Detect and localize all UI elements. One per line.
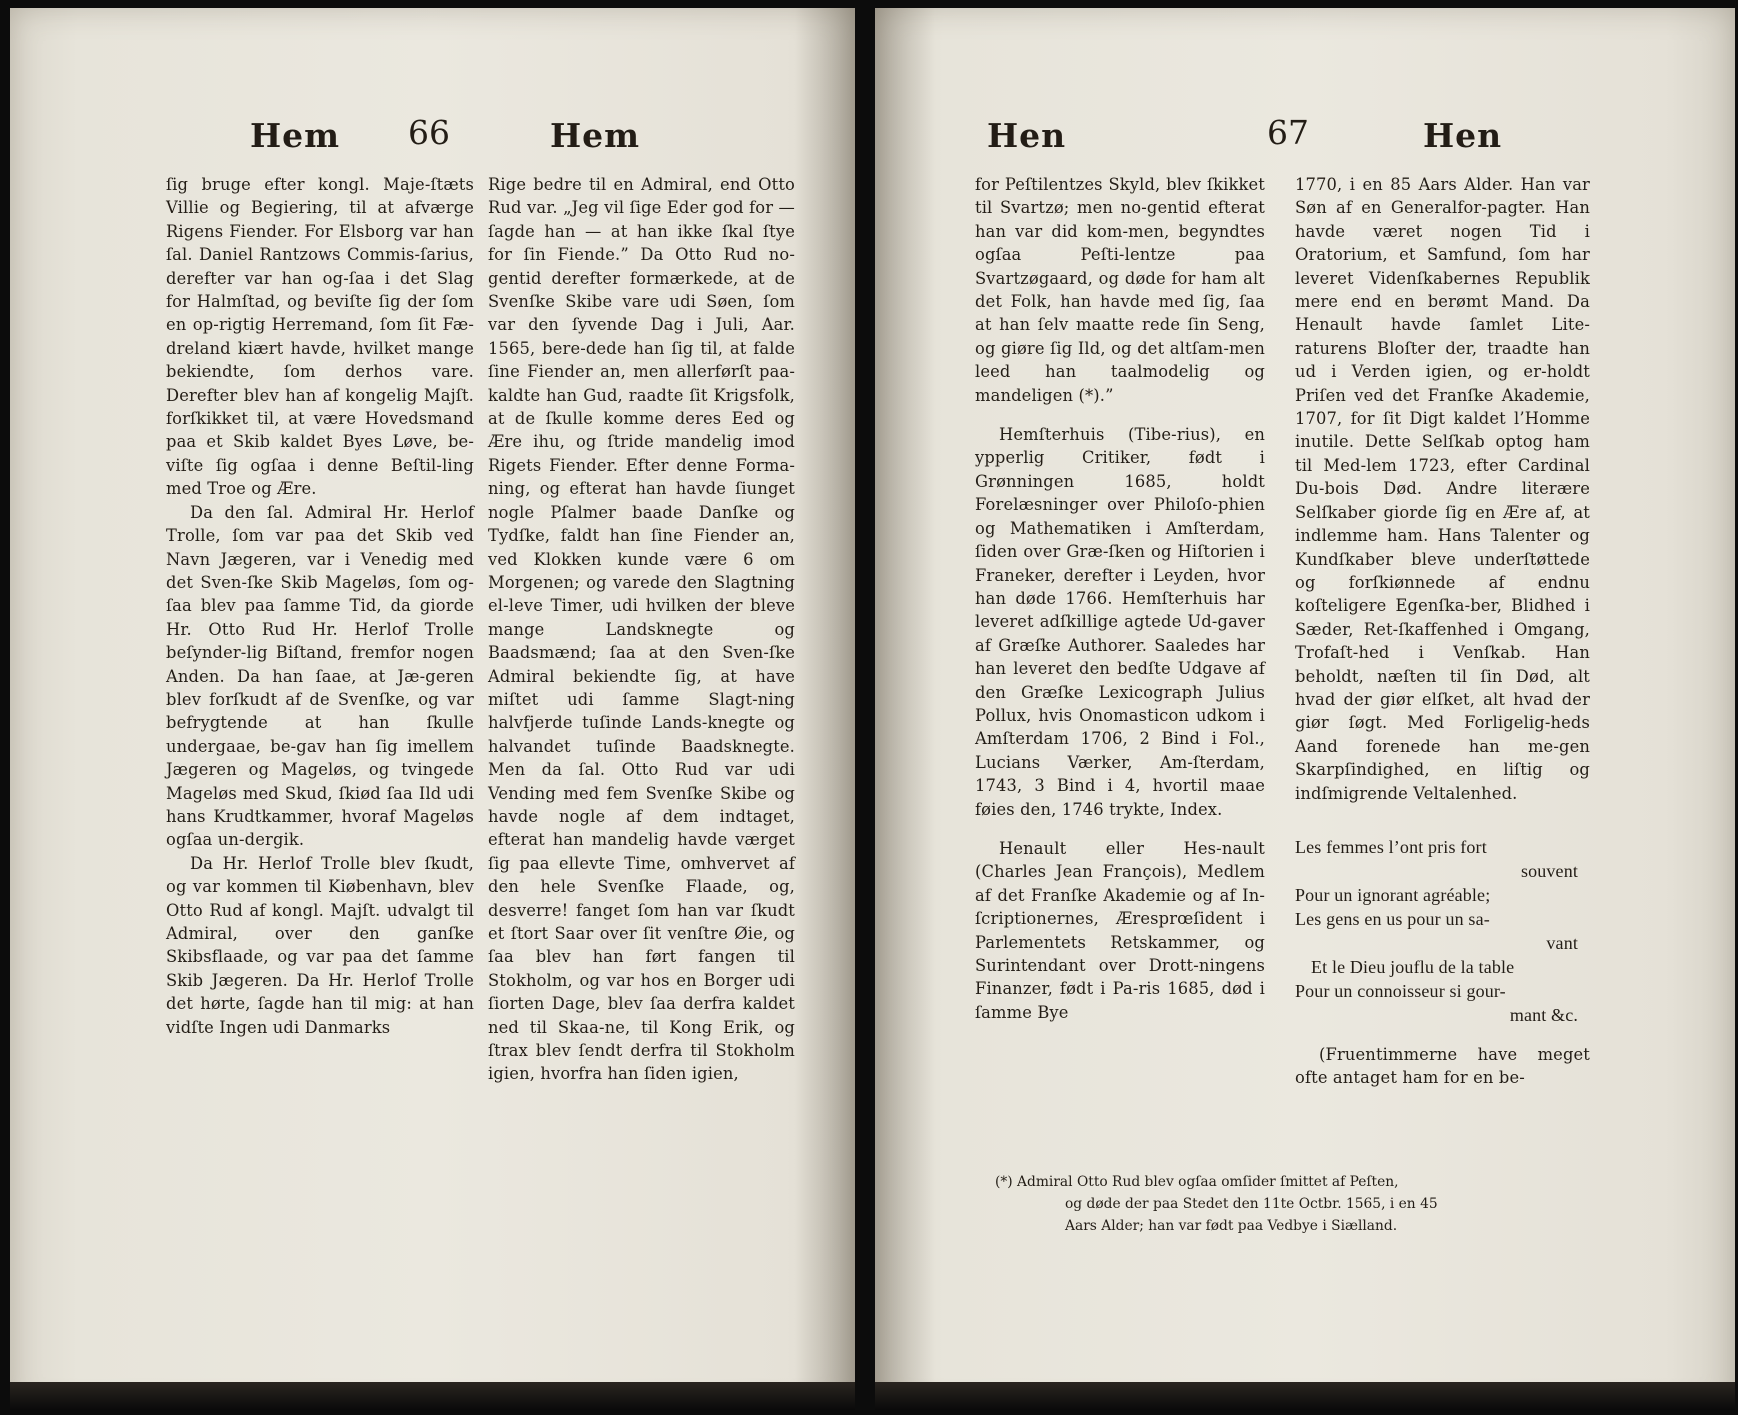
running-head-left: Hem bbox=[250, 116, 341, 155]
entry-hemsterhuis: Hemſterhuis (Tibe-rius), en ypperlig Critiker, født i Grønningen 1685, holdt Forelæsninger over Philoſo-phien og Mathematiken i Amſterdam, ſiden over Græ-ſken og Hiſtorien i Franeker, derefter i Leyden, hvor han døde 1766. Hemſterhuis har leveret adſkillige agtede Ud-gaver af Græſke Authorer. Saaledes har han leveret den bedſte Udgave af den Græſke Lexicograph Julius Pollux, hvis Onomasticon udkom i Amſterdam 1706, 2 Bind i Fol., Lucians Værker, Am-ſterdam, 1743, 3 Bind i 4, hvortil maae føies den, 1746 trykte, Index. bbox=[975, 425, 1265, 819]
page-number: 67 bbox=[1267, 113, 1309, 152]
paragraph: (Fruentimmerne have meget ofte antaget ham for en be- bbox=[1295, 1044, 1590, 1088]
paragraph: Rige bedre til en Admiral, end Otto Rud var. „Jeg vil ſige Eder god for — ſagde han — at han ikke ſkal ſtye for ſin Fiende.” Da Otto Rud no-gentid derefter formærkede, at de Svenſke Skibe vare udi Søen, ſom var den ſyvende Dag i Juli, Aar. 1565, bere-dede han ſig til, at falde ſine Fiender an, men allerførſt paa-kaldte han Gud, raadte ſit Krigsfolk, at de ſkulle komme deres Eed og Ære ihu, og ſtride mandelig imod Rigets Fiender. Efter denne Forma-ning, og efterat han havde ſiunget nogle Pſalmer baade Danſke og Tydſke, faldt han ſine Fiender an, ved Klokken kunde være 6 om Morgenen; og varede den Slagtning el-leve Timer, udi hvilken der bleve mange Landsknegte og Baadsmænd; ſaa at den Sven-ſke Admiral bekiendte ſig, at have miſtet udi ſamme Slagt-ning halvfjerde tuſinde Lands-knegte og halvandet tuſinde Baadsknegte. Men da ſal. Otto Rud var udi Vending med fem Svenſke Skibe og havde nogle af dem indtaget, efterat han mandelig havde værget ſig paa ellevte Time, omhvervet af den hele Svenſke Flaade, og, desverre! fanget ſom han var ſkudt et ſtort Saar over ſit venſtre Øie, og ſaa blev han ført fangen til Stokholm, og var hos en Borger udi ſiorten Dage, blev ſaa derfra kaldet ned til Skaa-ne, til Kong Erik, og ſtrax blev ſendt derfra til Stokholm igien, hvorfra han ſiden igien, bbox=[488, 175, 795, 1084]
gutter-shadow bbox=[875, 8, 935, 1410]
left-page bbox=[10, 8, 855, 1410]
right-page bbox=[875, 8, 1735, 1410]
footnote-line: og døde der paa Stedet den 11te Octbr. 1565, i en 45 bbox=[1065, 1196, 1438, 1212]
entry-henault: Henault eller Hes-nault (Charles Jean François), Medlem af det Franſke Akademie og af In-ſcriptionernes, Æresprœſident i Parlementets Retskammer, og Surintendant over Drott-ningens Finanzer, født i Pa-ris 1685, død i ſamme Bye bbox=[975, 838, 1265, 1022]
paragraph: for Peſtilentzes Skyld, blev ſkikket til Svartzø; men no-gentid efterat han var did kom-men, begyndtes ogſaa Peſti-lentze paa Svartzøgaard, og døde for ham alt det Folk, han havde med ſig, ſaa at han ſelv maatte rede ſin Seng, og giøre ſig Ild, og det altſam-men leed han taalmodelig og mandeligen (*).” bbox=[975, 175, 1265, 405]
footnote-line: Aars Alder; han var født paa Vedbye i Siælland. bbox=[1065, 1218, 1398, 1234]
footnote-line: (*) Admiral Otto Rud blev ogſaa omſider ſmittet af Peſten, bbox=[995, 1174, 1399, 1190]
running-head-right: Hem bbox=[550, 116, 641, 155]
footnote bbox=[995, 1171, 1595, 1237]
verse-line: souvent bbox=[1520, 860, 1578, 881]
verse-line: Les femmes l’ont pris fort bbox=[1295, 836, 1487, 857]
text-column-1 bbox=[166, 173, 474, 1039]
paragraph: Da Hr. Herlof Trolle blev ſkudt, og var kommen til Kiøbenhavn, blev Otto Rud af kongl. Majſt. udvalgt til Admiral, over den ganſke Skibsflaade, og var paa det ſamme Skib Jægeren. Da Hr. Herlof Trolle det hørte, ſagde han til mig: at han vidſte Ingen udi Danmarks bbox=[166, 853, 474, 1037]
paragraph: ſig bruge efter kongl. Maje-ſtæts Villie og Begiering, til at afværge Rigens Fiender. For Elsborg var han ſal. Daniel Rantzows Commis-ſarius, derefter var han og-ſaa i det Slag for Halmſtad, og beviſte ſig der ſom en op-rigtig Herremand, ſom ſit Fæ-dreland kiært havde, hvilket mange bekiendte, ſom derhos vare. Derefter blev han af kongelig Majſt. forſkikket til, at være Hovedsmand paa et Skib kaldet Byes Løve, be-viſte ſig ogſaa i denne Beſtil-ling med Troe og Ære. bbox=[166, 175, 474, 499]
verse-line: Pour un connoisseur si gour- bbox=[1295, 980, 1506, 1001]
verse-line: Les gens en us pour un sa- bbox=[1295, 908, 1490, 929]
page-edge bbox=[875, 1382, 1735, 1410]
page-edge bbox=[10, 1382, 855, 1410]
verse-line: Et le Dieu jouflu de la table bbox=[1311, 956, 1515, 977]
running-head-left: Hen bbox=[987, 116, 1067, 155]
page-number: 66 bbox=[408, 113, 450, 152]
verse-line: Pour un ignorant agréable; bbox=[1295, 884, 1491, 905]
french-verse bbox=[1295, 835, 1590, 1027]
running-head-right: Hen bbox=[1423, 116, 1503, 155]
verse-line: mant &c. bbox=[1509, 1004, 1578, 1025]
verse-line: vant bbox=[1546, 932, 1578, 953]
text-column-1 bbox=[975, 173, 1265, 1024]
paragraph: Da den ſal. Admiral Hr. Herlof Trolle, ſom var paa det Skib ved Navn Jægeren, var i Venedig med det Sven-ſke Skib Mageløs, ſom og-ſaa blev paa ſamme Tid, da giorde Hr. Otto Rud Hr. Herlof Trolle beſynder-lig Biſtand, fremfor nogen Anden. Da han ſaae, at Jæ-geren blev forſkudt af de Svenſke, og var befrygtende at han ſkulle undergaae, be-gav han ſig imellem Jægeren og Mageløs, og tvingede Mageløs med Skud, ſkiød ſaa Ild udi hans Krudtkammer, hvoraf Mageløs ogſaa un-dergik. bbox=[166, 502, 474, 850]
text-column-2 bbox=[1295, 173, 1590, 1090]
gutter-shadow bbox=[795, 8, 855, 1410]
paragraph: 1770, i en 85 Aars Alder. Han var Søn af en Generalfor-pagter. Han havde været nogen Tid i Oratorium, et Samfund, ſom har leveret Videnſkabernes Republik mere end en berømt Mand. Da Henault havde ſamlet Lite-raturens Bloſter der, traadte han ud i Verden igien, og er-holdt Priſen ved det Franſke Akademie, 1707, for ſit Digt kaldet l’Homme inutile. Dette Selſkab optog ham til Med-lem 1723, efter Cardinal Du-bois Død. Andre literære Selſkaber giorde ſig en Ære af, at indlemme ham. Hans Talenter og Kundſkaber bleve underſtøttede og forſkiønnede af endnu koſteligere Egenſka-ber, Blidhed i Sæder, Ret-ſkaffenhed i Omgang, Trofaſt-hed i Venſkab. Han beholdt, næſten til ſin Død, alt hvad der giør elſket, alt hvad der giør ſøgt. Med Forligelig-heds Aand forenede han me-gen Skarpſindighed, en liſtig og indſmigrende Veltalenhed. bbox=[1295, 175, 1590, 803]
text-column-2 bbox=[488, 173, 795, 1086]
